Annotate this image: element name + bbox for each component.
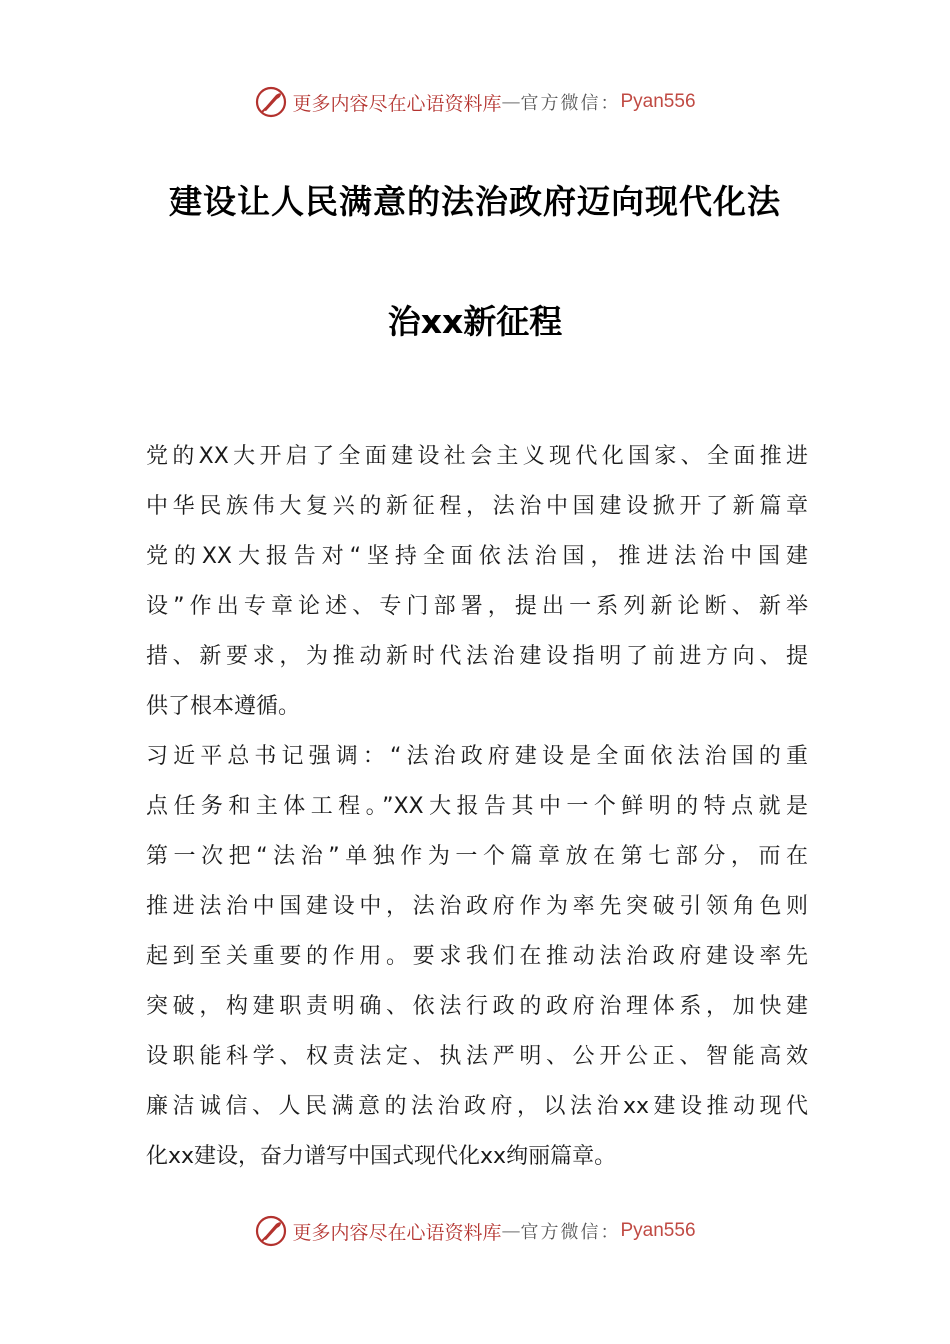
body-line: 化xx建设，奋力谱写中国式现代化xx绚丽篇章。 bbox=[146, 1144, 617, 1169]
body-line: 党的XX大开启了全面建设社会主义现代化国家、全面推进 bbox=[146, 444, 808, 469]
banner-separator: — bbox=[501, 1220, 521, 1242]
body-line: 习近平总书记强调：“法治政府建设是全面依法治国的重 bbox=[146, 744, 808, 769]
body-line: 第一次把“法治”单独作为一个篇章放在第七部分，而在 bbox=[146, 844, 808, 869]
body-line: 点任务和主体工程。”XX大报告其中一个鲜明的特点就是 bbox=[146, 794, 808, 819]
header-banner bbox=[0, 82, 950, 122]
wechat-id: Pyan556 bbox=[620, 1220, 696, 1241]
footer-banner bbox=[0, 1211, 950, 1251]
wechat-label: 官方微信： bbox=[520, 1222, 621, 1243]
document-body bbox=[146, 432, 808, 1182]
body-line: 措、新要求，为推动新时代法治建设指明了前进方向、提 bbox=[146, 644, 808, 669]
document-title-line-2: 治xx新征程 bbox=[387, 302, 563, 341]
site-name: 更多内容尽在心语资料库 bbox=[292, 1221, 502, 1244]
body-line: 廉洁诚信、人民满意的法治政府，以法治xx建设推动现代 bbox=[146, 1094, 808, 1119]
body-line: 供了根本遵循。 bbox=[146, 694, 301, 719]
quill-pen-logo-icon bbox=[254, 1214, 288, 1248]
body-line: 中华民族伟大复兴的新征程，法治中国建设掀开了新篇章 bbox=[146, 494, 808, 519]
body-line: 起到至关重要的作用。要求我们在推动法治政府建设率先 bbox=[146, 944, 808, 969]
body-line: 党的XX大报告对“坚持全面依法治国，推进法治中国建 bbox=[146, 544, 808, 569]
banner-separator: — bbox=[501, 91, 521, 113]
body-line: 推进法治中国建设中，法治政府作为率先突破引领角色则 bbox=[146, 894, 808, 919]
wechat-id: Pyan556 bbox=[620, 91, 696, 112]
quill-pen-logo-icon bbox=[254, 85, 288, 119]
site-name: 更多内容尽在心语资料库 bbox=[292, 92, 502, 115]
body-line: 突破，构建职责明确、依法行政的政府治理体系，加快建 bbox=[146, 994, 808, 1019]
body-line: 设”作出专章论述、专门部署，提出一系列新论断、新举 bbox=[146, 594, 808, 619]
body-line: 设职能科学、权责法定、执法严明、公开公正、智能高效 bbox=[146, 1044, 808, 1069]
document-title-line-1: 建设让人民满意的法治政府迈向现代化法 bbox=[169, 182, 781, 221]
wechat-label: 官方微信： bbox=[520, 93, 621, 114]
